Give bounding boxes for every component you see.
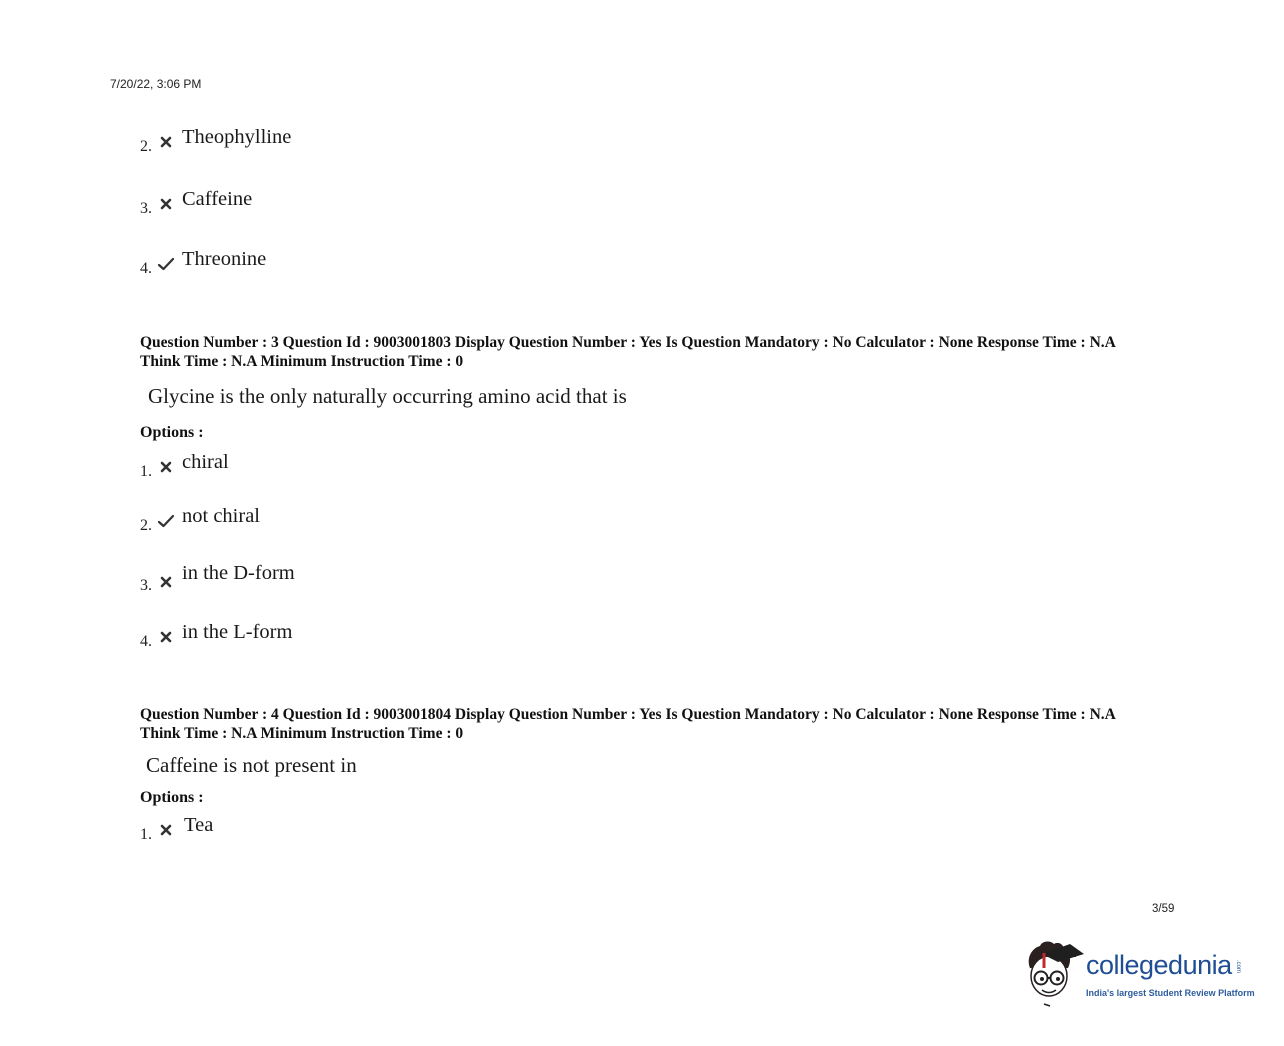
option-text: Theophylline — [182, 126, 292, 148]
option-text: not chiral — [182, 505, 260, 527]
collegedunia-logo — [1022, 938, 1258, 1010]
question-3-meta: Question Number : 3 Question Id : 9003001803 Display Question Number : Yes Is Question Mandatory : No Calculator : None Response Time : N.A Think Time : N.A Minimum Instruction Time : 0 — [140, 334, 1115, 370]
question-3-options-label: Options : — [140, 424, 204, 441]
option-text: Caffeine — [182, 188, 253, 210]
cross-icon — [159, 135, 173, 149]
cross-icon — [159, 823, 173, 837]
brand-tagline: India's largest Student Review Platform — [1086, 988, 1255, 998]
option-text: in the L-form — [182, 621, 293, 643]
mascot-icon — [1022, 938, 1086, 1010]
question-4-options-label: Options : — [140, 789, 204, 806]
question-4-meta: Question Number : 4 Question Id : 9003001804 Display Question Number : Yes Is Question Mandatory : No Calculator : None Response Time : N.A Think Time : N.A Minimum Instruction Time : 0 — [140, 706, 1115, 742]
option-number: 3. — [140, 200, 152, 217]
brand-name: collegedunia — [1086, 950, 1232, 980]
cross-icon — [159, 197, 173, 211]
option-text: chiral — [182, 451, 229, 473]
cross-icon — [159, 460, 173, 474]
option-number: 1. — [140, 463, 152, 480]
question-4-text: Caffeine is not present in — [146, 753, 357, 777]
option-text: in the D-form — [182, 562, 295, 584]
option-number: 3. — [140, 577, 152, 594]
check-icon — [157, 514, 175, 528]
option-text: Tea — [184, 814, 214, 836]
page-number: 3/59 — [1152, 903, 1175, 915]
cross-icon — [159, 630, 173, 644]
option-number: 4. — [140, 260, 152, 277]
option-number: 2. — [140, 138, 152, 155]
option-text: Threonine — [182, 248, 267, 270]
check-icon — [157, 257, 175, 271]
print-timestamp: 7/20/22, 3:06 PM — [110, 77, 202, 91]
question-3-text: Glycine is the only naturally occurring amino acid that is — [148, 384, 627, 408]
option-number: 4. — [140, 633, 152, 650]
brand-suffix: .com — [1235, 960, 1241, 974]
option-number: 1. — [140, 826, 152, 843]
option-number: 2. — [140, 517, 152, 534]
cross-icon — [159, 575, 173, 589]
